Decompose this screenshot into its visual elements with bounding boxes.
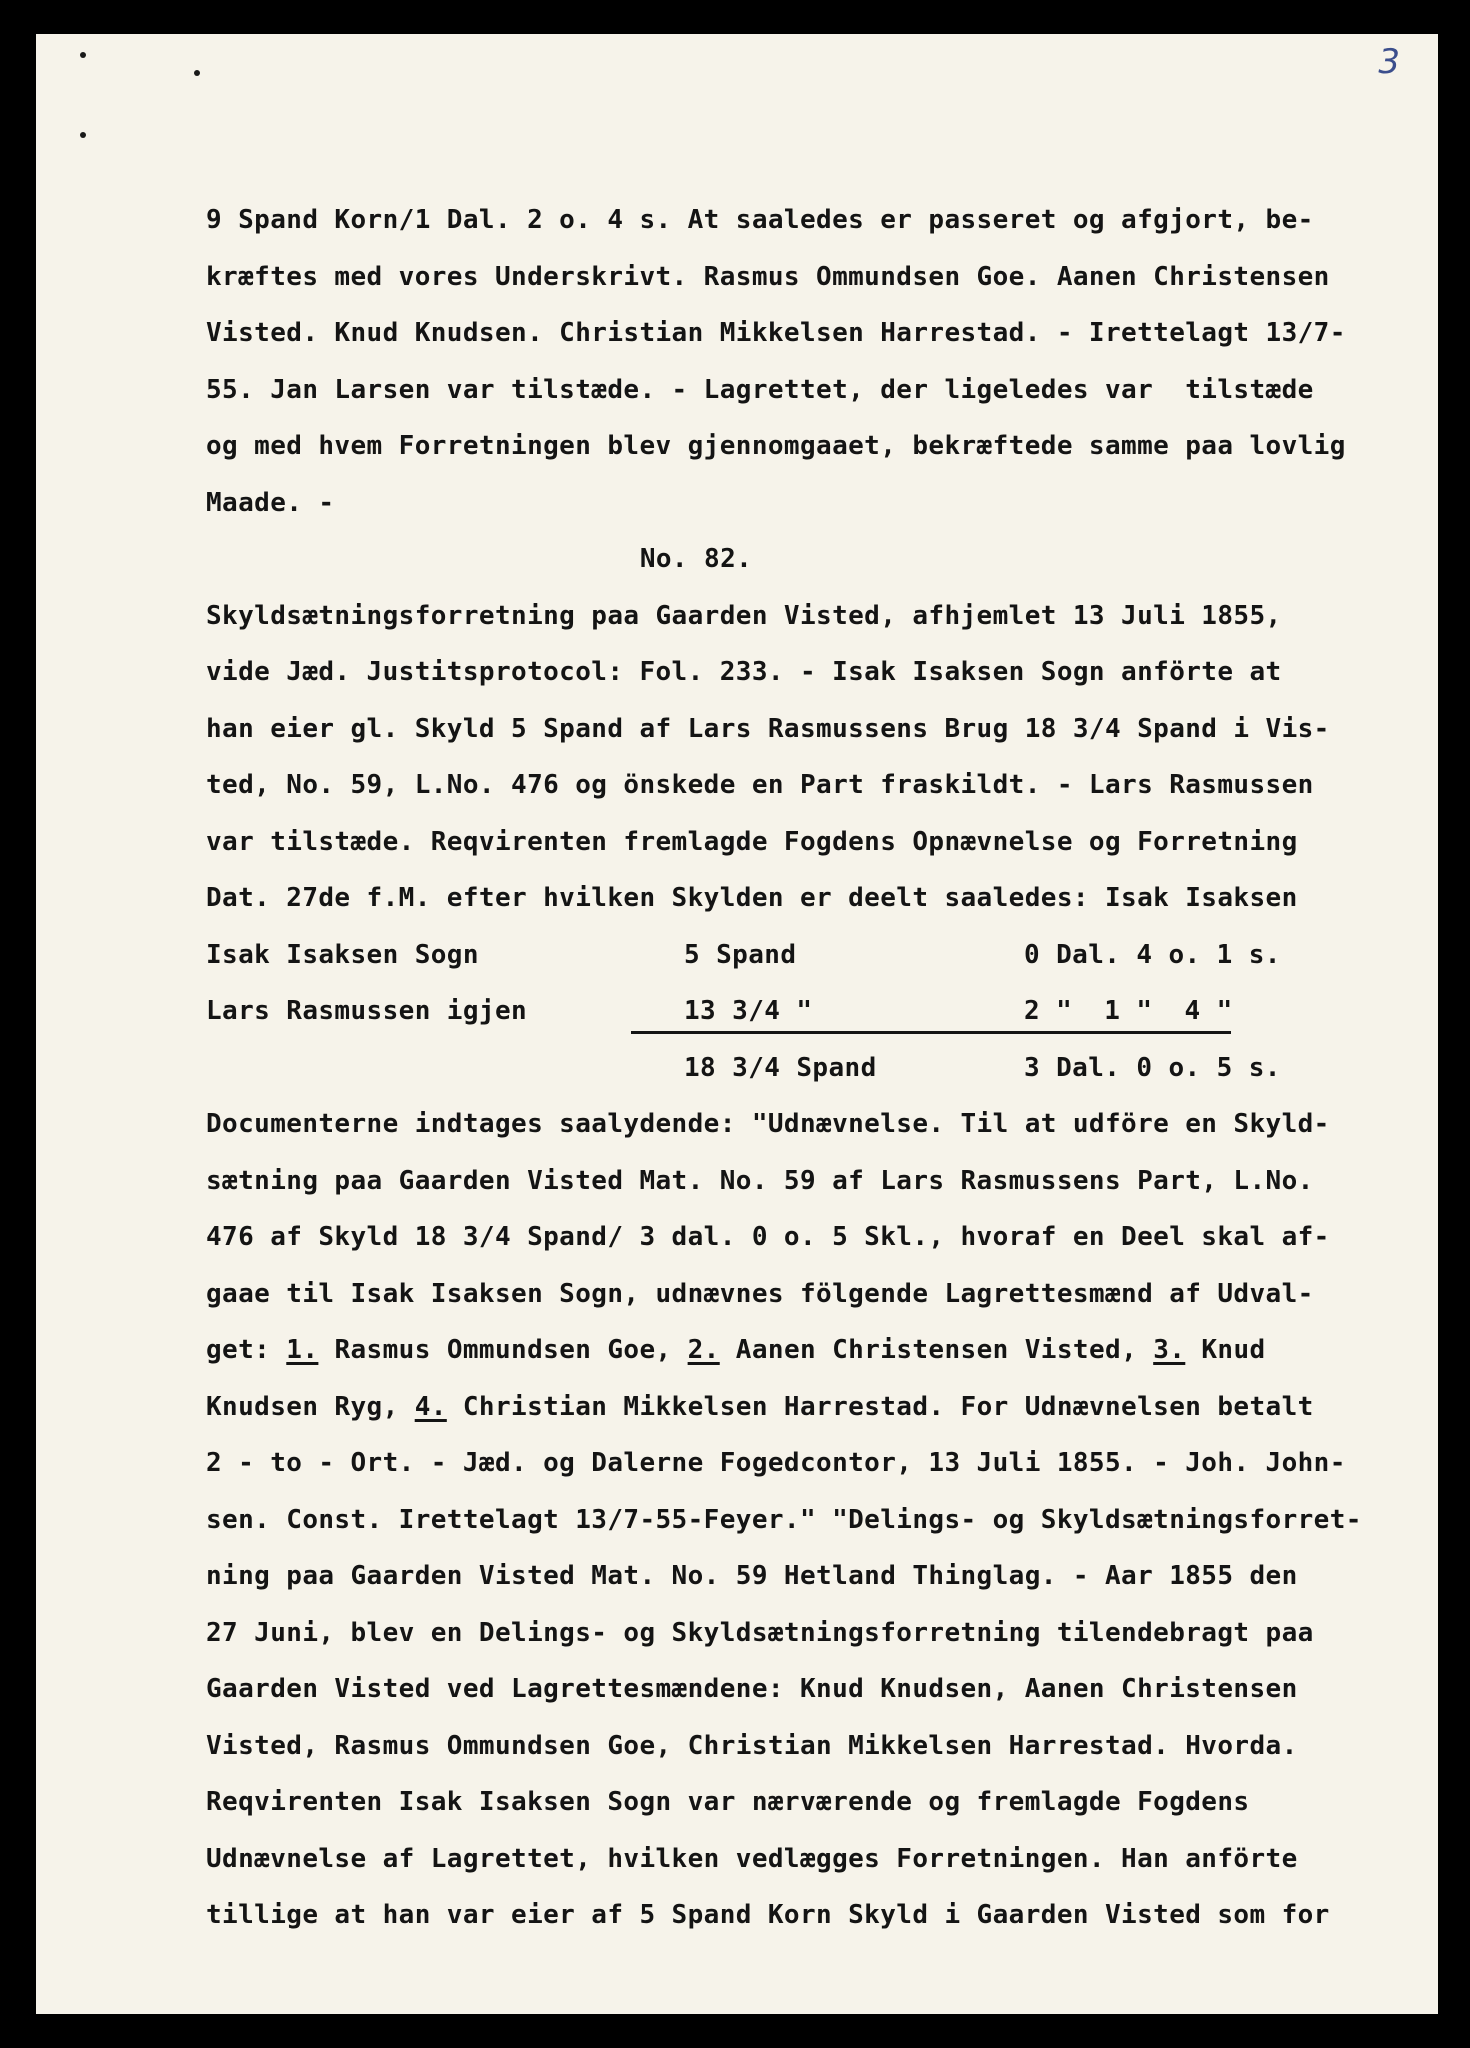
typed-text xyxy=(206,192,1436,1944)
text-line: Reqvirenten Isak Isaksen Sogn var nærværende og fremlagde Fogdens xyxy=(206,1787,1250,1817)
table-cell-spand: 13 3/4 " xyxy=(684,996,813,1026)
list-number: 3. xyxy=(1153,1335,1186,1365)
text-line: og med hvem Forretningen blev gjennomgaaet, bekræftede samme paa lovlig xyxy=(206,431,1346,461)
text-line: tillige at han var eier af 5 Spand Korn Skyld i Gaarden Visted som for xyxy=(206,1900,1330,1930)
table-cell-value: 2 " 1 " 4 " xyxy=(1024,996,1233,1026)
text-line: Visted, Rasmus Ommundsen Goe, Christian Mikkelsen Harrestad. Hvorda. xyxy=(206,1730,1298,1761)
table-cell-value: 3 Dal. 0 o. 5 s. xyxy=(1024,1052,1281,1083)
table-row xyxy=(206,983,1436,1040)
text-line: sen. Const. Irettelagt 13/7-55-Feyer." "Delings- og Skyldsætningsforret- xyxy=(206,1504,1362,1535)
text-line: ted, No. 59, L.No. 476 og önskede en Part fraskildt. - Lars Rasmussen xyxy=(206,770,1314,800)
table-row-total xyxy=(206,1040,1436,1097)
table-cell-name: Isak Isaksen Sogn xyxy=(206,939,479,970)
table-row xyxy=(206,927,1436,984)
table-cell-spand: 18 3/4 Spand xyxy=(684,1052,877,1083)
text-line: Maade. - xyxy=(206,487,335,518)
punch-mark xyxy=(80,52,86,58)
table-cell-spand: 5 Spand xyxy=(684,939,797,970)
text-fragment: Knudsen Ryg, xyxy=(206,1391,415,1422)
table-cell-name: Lars Rasmussen igjen xyxy=(206,996,528,1026)
punch-mark xyxy=(194,70,200,76)
page-number: 3 xyxy=(1378,42,1400,82)
table-cell-value: 0 Dal. 4 o. 1 s. xyxy=(1024,939,1281,970)
text-line: 2 - to - Ort. - Jæd. og Dalerne Fogedcontor, 13 Juli 1855. - Joh. John- xyxy=(206,1448,1346,1478)
text-fragment: Knud xyxy=(1185,1335,1266,1365)
text-line-appointees xyxy=(206,1322,1436,1379)
text-line: var tilstæde. Reqvirenten fremlagde Fogdens Opnævnelse og Forretning xyxy=(206,826,1298,857)
text-line: 55. Jan Larsen var tilstæde. - Lagrettet, der ligeledes var tilstæde xyxy=(206,374,1314,405)
text-line: Udnævnelse af Lagrettet, hvilken vedlægges Forretningen. Han anförte xyxy=(206,1843,1298,1874)
text-line: gaae til Isak Isaksen Sogn, udnævnes fölgende Lagrettesmænd af Udval- xyxy=(206,1278,1314,1309)
text-line: vide Jæd. Justitsprotocol: Fol. 233. - Isak Isaksen Sogn anförte at xyxy=(206,657,1282,687)
text-fragment: Aanen Christensen Visted, xyxy=(719,1335,1154,1365)
list-number: 1. xyxy=(286,1335,319,1365)
text-line: Visted. Knud Knudsen. Christian Mikkelsen Harrestad. - Irettelagt 13/7- xyxy=(206,318,1346,348)
list-number: 4. xyxy=(414,1391,447,1422)
text-fragment: Rasmus Ommundsen Goe, xyxy=(318,1335,688,1365)
text-line: Skyldsætningsforretning paa Gaarden Visted, afhjemlet 13 Juli 1855, xyxy=(206,600,1282,631)
list-number: 2. xyxy=(687,1335,720,1365)
text-line: 9 Spand Korn/1 Dal. 2 o. 4 s. At saaledes er passeret og afgjort, be- xyxy=(206,205,1314,235)
text-line: han eier gl. Skyld 5 Spand af Lars Rasmussens Brug 18 3/4 Spand i Vis- xyxy=(206,713,1330,744)
entry-heading: No. 82. xyxy=(639,544,753,574)
text-line: sætning paa Gaarden Visted Mat. No. 59 af Lars Rasmussens Part, L.No. xyxy=(206,1165,1314,1196)
punch-mark xyxy=(80,132,86,138)
bleed-through-text xyxy=(36,34,186,2014)
text-line: Dat. 27de f.M. efter hvilken Skylden er deelt saaledes: Isak Isaksen xyxy=(206,883,1298,913)
text-line: 476 af Skyld 18 3/4 Spand/ 3 dal. 0 o. 5 Skl., hvoraf en Deel skal af- xyxy=(206,1222,1330,1252)
text-fragment: get: xyxy=(206,1335,287,1365)
text-line: Documenterne indtages saalydende: "Udnævnelse. Til at udföre en Skyld- xyxy=(206,1109,1330,1139)
text-line: ning paa Gaarden Visted Mat. No. 59 Hetland Thinglag. - Aar 1855 den xyxy=(206,1561,1298,1591)
text-line: 27 Juni, blev en Delings- og Skyldsætningsforretning tilendebragt paa xyxy=(206,1617,1314,1648)
text-fragment: Christian Mikkelsen Harrestad. For Udnævnelsen betalt xyxy=(446,1391,1314,1422)
document-page xyxy=(36,34,1438,2014)
sum-rule xyxy=(631,1031,1231,1034)
text-line: kræftes med vores Underskrivt. Rasmus Ommundsen Goe. Aanen Christensen xyxy=(206,261,1330,292)
text-line: Gaarden Visted ved Lagrettesmændene: Knud Knudsen, Aanen Christensen xyxy=(206,1674,1298,1704)
text-line-appointees xyxy=(206,1379,1436,1436)
